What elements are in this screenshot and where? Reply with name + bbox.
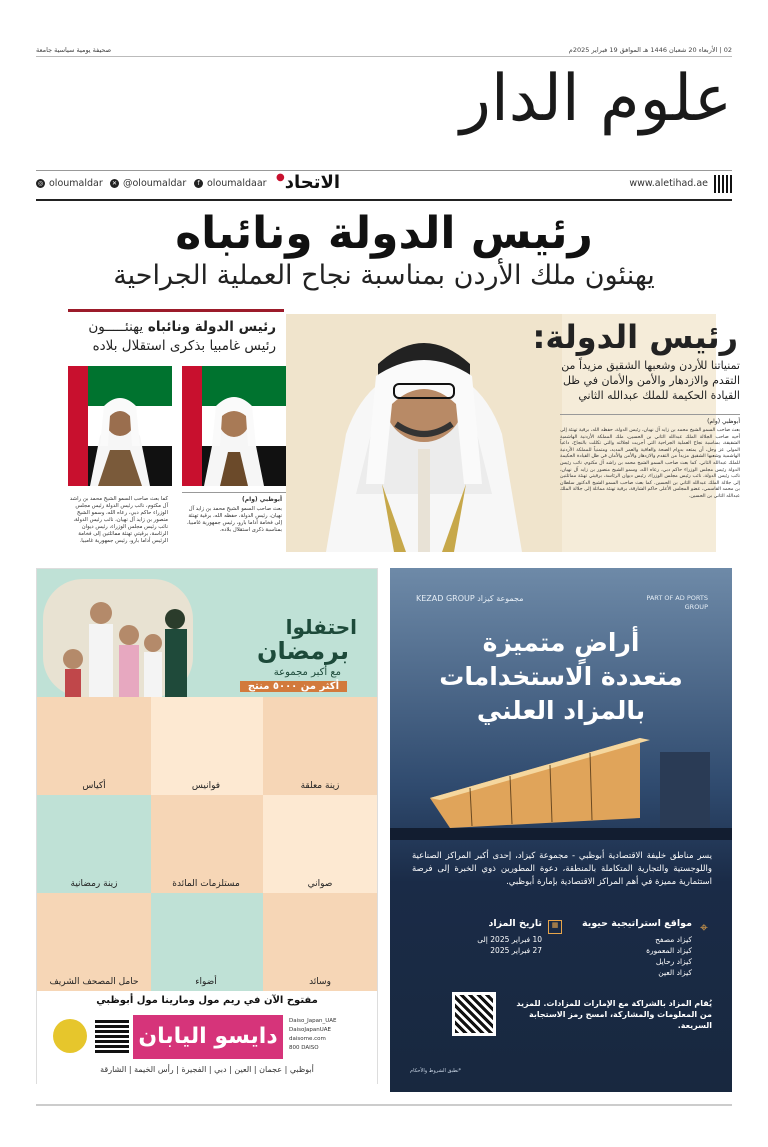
building-render bbox=[390, 728, 732, 840]
instagram-link[interactable] bbox=[36, 178, 103, 189]
paper-descriptor: صحيفة يومية سياسية جامعة bbox=[36, 46, 112, 54]
product-cell[interactable]: أكياس bbox=[37, 697, 151, 795]
kezad-headline-2: متعددة الاستخدامات bbox=[439, 662, 683, 691]
partner-label: PART OF AD PORTS GROUP bbox=[646, 594, 708, 611]
kezad-footer: يُقام المزاد بالشراكة مع الإمارات للمزادات. للمزيد من المعلومات والمشاركة، امسح رمز الاستجابة السريعة. bbox=[516, 999, 712, 1030]
product-cell[interactable]: وسائد bbox=[263, 893, 377, 991]
sub-headline: يهنئون ملك الأردن بمناسبة نجاح العملية الجراحية bbox=[113, 260, 655, 291]
product-cell[interactable]: زينة معلقة bbox=[263, 697, 377, 795]
product-cell[interactable]: صواني bbox=[263, 795, 377, 893]
product-cell[interactable]: فوانيس bbox=[149, 697, 263, 795]
instagram-icon: ◎ bbox=[37, 180, 44, 187]
section-title: علوم الدار bbox=[460, 62, 732, 136]
divider bbox=[36, 170, 732, 171]
terms-note: *تطبق الشروط والأحكام bbox=[410, 1068, 462, 1074]
facebook-icon: f bbox=[194, 179, 203, 188]
calendar-icon: ▦ bbox=[548, 920, 562, 934]
divider bbox=[182, 492, 286, 493]
product-cell[interactable]: حامل المصحف الشريف bbox=[37, 893, 151, 991]
kezad-headline-1: أراضٍ متميزة bbox=[482, 628, 640, 657]
x-link[interactable] bbox=[110, 178, 186, 189]
feature-article: بعث صاحب السمو الشيخ محمد بن زايد آل نهيان، رئيس الدولة، حفظه الله، برقية تهنئة إلى أخيه صاحب الجلالة الملك عبدالله الثاني بن الحسين، ملك المملكة الأردنية الهاشمية الشقيقة، بمناسبة نجاح العملية الجراحية التي أجريت لجلالته والتي تكللت بالنجاح، داعياً المولى عز وجل، أن يمتعه بدوام الصحة والعافية والعمر المديد، ومتمنياً للمملكة الأردنية الهاشمية وشعبها الشقيق مزيداً من التقدم والازدهار والأمن والأمان في ظل القيادة الحكيمة للملك عبدالله الثاني. كما بعث صاحب السمو الشيخ محمد بن راشد آل مكتوم، نائب رئيس الدولة رئيس مجلس الوزراء حاكم دبي، رعاه الله، وسمو الشيخ منصور بن زايد آل نهيان، نائب رئيس الدولة، نائب رئيس مجلس الوزراء، رئيس ديوان الرئاسة، برقيتي تهنئة مماثلتين إلى جلالة الملك عبدالله الثاني بن الحسين. كما بعث صاحب السمو الشيخ الدكتور سلطان بن محمد القاسمي، عضو المجلس الأعلى حاكم الشارقة، برقية تهنئة مماثلة إلى جلالة الملك عبدالله الثاني بن الحسين. bbox=[560, 428, 740, 499]
byline: أبوظبي (وام) bbox=[242, 496, 282, 503]
auction-dates: 10 فبراير 2025 إلى 27 فبراير 2025 bbox=[477, 935, 542, 955]
logo-star-icon: ● bbox=[276, 172, 285, 183]
qr-code-icon[interactable] bbox=[452, 992, 496, 1036]
feature-title: رئيس الدولة: bbox=[532, 318, 738, 356]
main-headline: رئيس الدولة ونائباه bbox=[175, 208, 593, 259]
daiso-footer bbox=[37, 991, 377, 1084]
caption-left: كما بعث صاحب السمو الشيخ محمد بن راشد آل مكتوم، نائب رئيس الدولة رئيس مجلس الوزراء حاكم دبي، رعاه الله، وسمو الشيخ منصور بن زايد آل نهيان، نائب رئيس الدولة، نائب رئيس مجلس الوزراء، رئيس ديوان الرئاسة، برقيتي تهنئة مماثلتين إلى فخامة الرئيس أداما بارو، رئيس جمهورية غامبيا. bbox=[69, 496, 168, 544]
divider bbox=[36, 1104, 732, 1106]
product-cell[interactable]: مستلزمات المائدة bbox=[149, 795, 263, 893]
sidebar-story-title: رئيس الدولة ونائباه يهنئـــــون رئيس غامبيا بذكرى استقلال بلاده bbox=[88, 319, 276, 354]
photo-deputy-president bbox=[68, 366, 172, 486]
divider bbox=[36, 199, 732, 201]
accent-bar bbox=[68, 309, 284, 312]
kezad-headline-3: بالمزاد العلني bbox=[476, 696, 646, 725]
store-locations: أبوظبي | عجمان | العين | دبي | الفجيرة | رأس الخيمة | الشارقة bbox=[100, 1065, 314, 1074]
ad-tagline: مع أكبر مجموعة bbox=[273, 667, 341, 678]
facebook-handle: oloumaldaar bbox=[207, 178, 267, 189]
locations-list: كيزاد مصفح كيزاد المعمورة كيزاد رحايل كيزاد العين bbox=[646, 935, 692, 977]
family-photo bbox=[43, 579, 193, 697]
shopping-seal-icon bbox=[53, 1019, 87, 1053]
kezad-body: يسر مناطق خليفة الاقتصادية أبوظبي - مجموعة كيزاد، إحدى أكبر المراكز الصناعية واللوجستية والتجارية المتكاملة بالمنطقة، دعوة المطورين ذوي الخبرة إلى فرصة استثمارية مميزة في أهم المراكز الاقتصادية بإمارة أبوظبي. bbox=[412, 851, 712, 887]
feature-quote: تمنياتنا للأردن وشعبها الشقيق مزيداً من التقدم والازدهار والأمن والأمان في ظل القيادة الحكيمة للملك عبدالله الثاني bbox=[561, 359, 740, 402]
page-date-info: 02 | الأربعاء 20 شعبان 1446 هـ الموافق 19 فبراير 2025م bbox=[568, 46, 732, 54]
feature-byline: أبوظبي (وام) bbox=[707, 418, 740, 425]
divider bbox=[36, 56, 732, 57]
daiso-logo: دايسو اليابان bbox=[133, 1015, 283, 1059]
daiso-banner bbox=[37, 569, 377, 697]
instagram-handle: oloumaldar bbox=[49, 178, 103, 189]
divider bbox=[560, 414, 740, 415]
caption-right: بعث صاحب السمو الشيخ محمد بن زايد آل نهيان، رئيس الدولة، حفظه الله، برقية تهنئة إلى فخامة أداما بارو، رئيس جمهورية غامبيا، بمناسبة ذكرى استقلال بلاده. bbox=[186, 506, 282, 533]
sidebar-story bbox=[54, 312, 286, 552]
website-link[interactable]: www.aletihad.ae bbox=[629, 178, 708, 189]
daiso-social: Daiso_Japan_UAE DaisoJapanUAE daisome.com 800 DAISO bbox=[289, 1018, 337, 1051]
kezad-logo: مجموعة كيزاد KEZAD GROUP bbox=[416, 594, 524, 603]
date-title: تاريخ المزاد bbox=[488, 918, 542, 929]
locations-title: مواقع استراتيجية حيوية bbox=[581, 918, 692, 929]
qr-code-icon bbox=[95, 1019, 129, 1053]
photo-vice-president bbox=[182, 366, 286, 486]
x-handle: @oloumaldar bbox=[123, 178, 187, 189]
qr-code-icon bbox=[714, 175, 732, 193]
x-icon: ✕ bbox=[111, 180, 118, 187]
product-cell[interactable]: أضواء bbox=[149, 893, 263, 991]
facebook-link[interactable] bbox=[194, 178, 267, 189]
open-now-text: مفتوح الآن في ريم مول ومارينا مول أبوظبي bbox=[96, 995, 318, 1006]
ad-headline-2: برمضان bbox=[257, 637, 349, 665]
kezad-advertisement[interactable] bbox=[390, 568, 732, 1092]
president-portrait bbox=[286, 314, 562, 552]
ad-headline-1: احتفلوا bbox=[285, 615, 357, 639]
product-cell[interactable]: زينة رمضانية bbox=[37, 795, 151, 893]
ad-tagline-2: أكثر من ٥٠٠٠ منتج bbox=[240, 681, 347, 692]
daiso-advertisement[interactable] bbox=[36, 568, 378, 1084]
newspaper-logo: الاتحاد● bbox=[276, 172, 341, 193]
social-bar bbox=[36, 172, 732, 198]
location-pin-icon: ⌖ bbox=[700, 920, 708, 936]
